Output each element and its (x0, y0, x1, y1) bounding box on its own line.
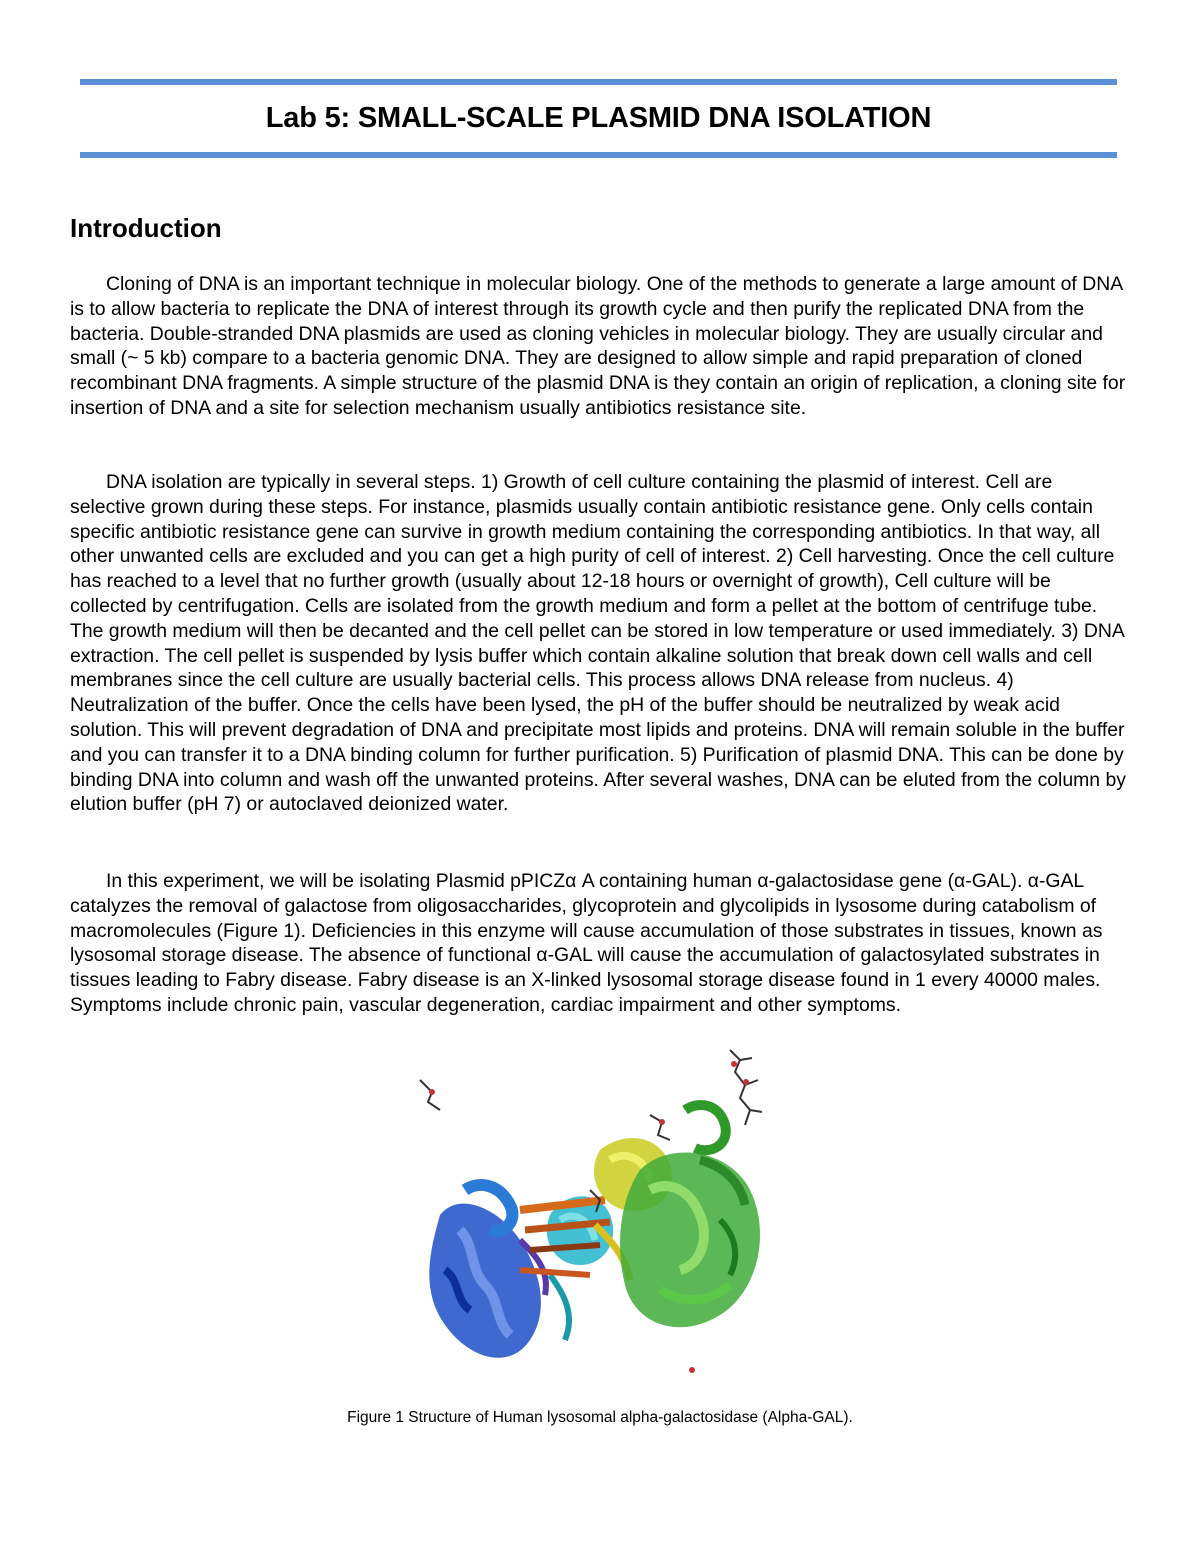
title-rule-bottom (80, 152, 1117, 158)
protein-structure-figure (400, 1040, 800, 1375)
protein-cyan-domain (547, 1196, 613, 1340)
intro-paragraph-2: DNA isolation are typically in several steps. 1) Growth of cell culture containing the plasmid of interest. Cell are selective grown during these steps. For instance, plasmids usually contain antibiotic resistance gene. Only cells contain specific antibiotic resistance gene can survive in growth medium containing the corresponding antibiotics. In that way, all other unwanted cells are excluded and you can get a high purity of cell of interest. 2) Cell harvesting. Once the cell culture has reached to a level that no further growth (usually about 12-18 hours or overnight of growth), Cell culture will be collected by centrifugation. Cells are isolated from the growth medium and form a pellet at the bottom of centrifuge tube. The growth medium will then be decanted and the cell pellet can be stored in low temperature or used immediately. 3) DNA extraction. The cell pellet is suspended by lysis buffer which contain alkaline solution that break down cell walls and cell membranes since the cell culture are usually bacterial cells. This process allows DNA release from nucleus. 4) Neutralization of the buffer. Once the cells have been lysed, the pH of the buffer should be neutralized by weak acid solution. This will prevent degradation of DNA and precipitate most lipids and proteins. DNA will remain soluble in the buffer and you can transfer it to a DNA binding column for further purification. 5) Purification of plasmid DNA. This can be done by binding DNA into column and wash off the unwanted proteins. After several washes, DNA can be eluted from the column by elution buffer (pH 7) or autoclaved deionized water. (70, 471, 1126, 816)
page-title: Lab 5: SMALL-SCALE PLASMID DNA ISOLATION (265, 102, 932, 134)
figure-caption: Figure 1 Structure of Human lysosomal alpha-galactosidase (Alpha-GAL). (347, 1409, 853, 1426)
intro-paragraph-1: Cloning of DNA is an important technique in molecular biology. One of the methods to generate a large amount of DNA is to allow bacteria to replicate the DNA of interest through its growth cycle and then purify the replicated DNA from the bacteria. Double-stranded DNA plasmids are used as cloning vehicles in molecular biology. They are usually circular and small (~ 5 kb) compare to a bacteria genomic DNA. They are designed to allow simple and rapid preparation of cloned recombinant DNA fragments. A simple structure of the plasmid DNA is they contain an origin of replication, a cloning site for insertion of DNA and a site for selection mechanism usually antibiotics resistance site. (70, 273, 1126, 419)
title-rule-top (80, 79, 1117, 85)
intro-paragraph-3: In this experiment, we will be isolating Plasmid pPICZα A containing human α-galactosidase gene (α-GAL). α-GAL catalyzes the removal of galactose from oligosaccharides, glycoprotein and glycolipids in lysosome during catabolism of macromolecules (Figure 1). Deficiencies in this enzyme will cause accumulation of those substrates in tissues, known as lysosomal storage disease. The absence of functional α-GAL will cause the accumulation of galactosylated substrates in tissues leading to Fabry disease. Fabry disease is an X-linked lysosomal storage disease found in 1 every 40000 males. Symptoms include chronic pain, vascular degeneration, cardiac impairment and other symptoms. (70, 870, 1103, 1016)
section-heading-introduction: Introduction (70, 213, 222, 243)
protein-green-domain (620, 1105, 760, 1327)
